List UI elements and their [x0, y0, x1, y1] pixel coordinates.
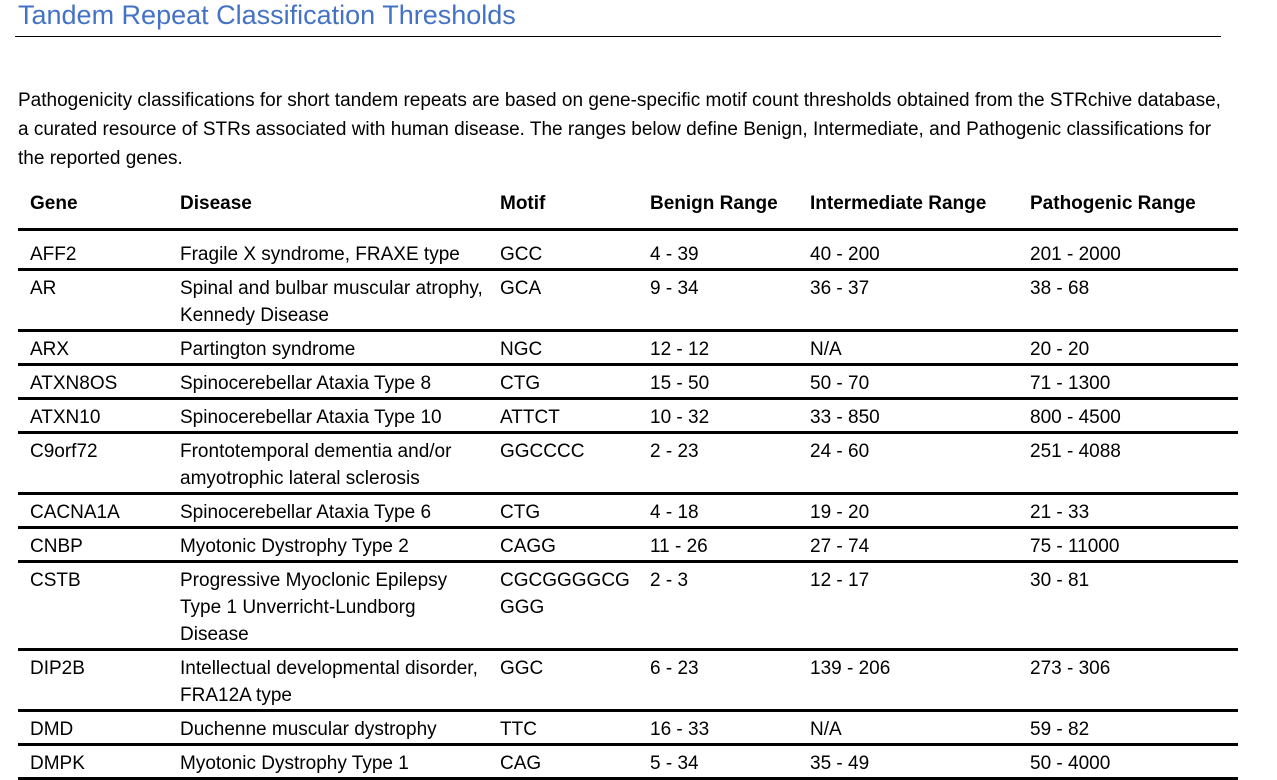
cell-benign-range: 4 - 39	[638, 237, 798, 270]
cell-motif: CAG	[488, 745, 638, 779]
cell-benign-range: 15 - 50	[638, 365, 798, 399]
cell-gene: DMD	[18, 711, 168, 745]
table-row	[18, 650, 1238, 711]
cell-disease: Spinocerebellar Ataxia Type 6	[168, 494, 488, 528]
cell-benign-range: 5 - 34	[638, 745, 798, 779]
cell-benign-range: 10 - 32	[638, 399, 798, 433]
cell-motif: NGC	[488, 331, 638, 365]
cell-motif: CAGG	[488, 528, 638, 562]
cell-intermediate-range: 36 - 37	[798, 270, 1018, 331]
cell-pathogenic-range: 273 - 306	[1018, 650, 1238, 711]
cell-pathogenic-range: 800 - 4500	[1018, 399, 1238, 433]
page-title: Tandem Repeat Classification Thresholds	[18, 0, 516, 30]
intro-paragraph: Pathogenicity classifications for short tandem repeats are based on gene-specific motif count thresholds obtained from the STRchive database, a curated resource of STRs associated with human disease. The ranges below define Benign, Intermediate, and Pathogenic classifications for the reported genes.	[18, 90, 1221, 169]
cell-pathogenic-range: 20 - 20	[1018, 331, 1238, 365]
table-row	[18, 365, 1238, 399]
cell-motif: TTC	[488, 711, 638, 745]
cell-gene: AR	[18, 270, 168, 331]
cell-disease: Myotonic Dystrophy Type 1	[168, 745, 488, 779]
cell-intermediate-range: 139 - 206	[798, 650, 1018, 711]
cell-motif: GGCCCC	[488, 433, 638, 494]
column-header-pathogenic-range: Pathogenic Range	[1018, 184, 1238, 230]
column-header-gene: Gene	[18, 184, 168, 230]
table-row	[18, 331, 1238, 365]
cell-intermediate-range: 50 - 70	[798, 365, 1018, 399]
cell-pathogenic-range: 201 - 2000	[1018, 237, 1238, 270]
cell-motif: GCA	[488, 270, 638, 331]
cell-intermediate-range: N/A	[798, 711, 1018, 745]
cell-gene: ATXN10	[18, 399, 168, 433]
table-row	[18, 494, 1238, 528]
cell-pathogenic-range: 75 - 11000	[1018, 528, 1238, 562]
table-body	[18, 230, 1238, 779]
cell-gene: DIP2B	[18, 650, 168, 711]
table-row	[18, 711, 1238, 745]
cell-pathogenic-range: 30 - 81	[1018, 562, 1238, 650]
cell-intermediate-range: 19 - 20	[798, 494, 1018, 528]
cell-gene: CNBP	[18, 528, 168, 562]
table-row	[18, 745, 1238, 779]
cell-benign-range: 2 - 23	[638, 433, 798, 494]
cell-intermediate-range: 24 - 60	[798, 433, 1018, 494]
cell-gene: C9orf72	[18, 433, 168, 494]
cell-gene: CSTB	[18, 562, 168, 650]
cell-intermediate-range: 33 - 850	[798, 399, 1018, 433]
cell-benign-range: 4 - 18	[638, 494, 798, 528]
cell-pathogenic-range: 71 - 1300	[1018, 365, 1238, 399]
cell-motif: GCC	[488, 237, 638, 270]
header-spacer-cell	[18, 230, 1238, 238]
cell-gene: CACNA1A	[18, 494, 168, 528]
cell-gene: ATXN8OS	[18, 365, 168, 399]
cell-disease: Frontotemporal dementia and/or amyotrophic lateral sclerosis	[168, 433, 488, 494]
cell-pathogenic-range: 21 - 33	[1018, 494, 1238, 528]
cell-motif: CTG	[488, 494, 638, 528]
cell-intermediate-range: 40 - 200	[798, 237, 1018, 270]
header-spacer	[18, 230, 1238, 238]
cell-motif: ATTCT	[488, 399, 638, 433]
cell-disease: Spinocerebellar Ataxia Type 8	[168, 365, 488, 399]
cell-disease: Fragile X syndrome, FRAXE type	[168, 237, 488, 270]
table-row	[18, 270, 1238, 331]
cell-benign-range: 6 - 23	[638, 650, 798, 711]
table-row	[18, 433, 1238, 494]
column-header-intermediate-range: Intermediate Range	[798, 184, 1018, 230]
thresholds-table	[18, 184, 1238, 780]
table-row	[18, 562, 1238, 650]
cell-disease: Partington syndrome	[168, 331, 488, 365]
cell-motif: GGC	[488, 650, 638, 711]
cell-motif: CTG	[488, 365, 638, 399]
cell-benign-range: 16 - 33	[638, 711, 798, 745]
table-header-row	[18, 184, 1238, 230]
column-header-benign-range: Benign Range	[638, 184, 798, 230]
cell-benign-range: 9 - 34	[638, 270, 798, 331]
cell-intermediate-range: 27 - 74	[798, 528, 1018, 562]
cell-disease: Duchenne muscular dystrophy	[168, 711, 488, 745]
column-header-disease: Disease	[168, 184, 488, 230]
table-row	[18, 399, 1238, 433]
cell-motif: CGCGGGGCG GGG	[488, 562, 638, 650]
cell-pathogenic-range: 251 - 4088	[1018, 433, 1238, 494]
table-row	[18, 528, 1238, 562]
cell-pathogenic-range: 50 - 4000	[1018, 745, 1238, 779]
cell-gene: ARX	[18, 331, 168, 365]
cell-benign-range: 11 - 26	[638, 528, 798, 562]
cell-disease: Spinal and bulbar muscular atrophy, Kennedy Disease	[168, 270, 488, 331]
cell-benign-range: 12 - 12	[638, 331, 798, 365]
cell-gene: DMPK	[18, 745, 168, 779]
cell-disease: Progressive Myoclonic Epilepsy Type 1 Unverricht-Lundborg Disease	[168, 562, 488, 650]
table-row	[18, 237, 1238, 270]
cell-disease: Myotonic Dystrophy Type 2	[168, 528, 488, 562]
cell-pathogenic-range: 38 - 68	[1018, 270, 1238, 331]
cell-intermediate-range: 12 - 17	[798, 562, 1018, 650]
cell-benign-range: 2 - 3	[638, 562, 798, 650]
column-header-motif: Motif	[488, 184, 638, 230]
cell-gene: AFF2	[18, 237, 168, 270]
cell-disease: Intellectual developmental disorder, FRA12A type	[168, 650, 488, 711]
cell-intermediate-range: N/A	[798, 331, 1018, 365]
cell-intermediate-range: 35 - 49	[798, 745, 1018, 779]
title-divider	[15, 36, 1221, 37]
cell-disease: Spinocerebellar Ataxia Type 10	[168, 399, 488, 433]
cell-pathogenic-range: 59 - 82	[1018, 711, 1238, 745]
